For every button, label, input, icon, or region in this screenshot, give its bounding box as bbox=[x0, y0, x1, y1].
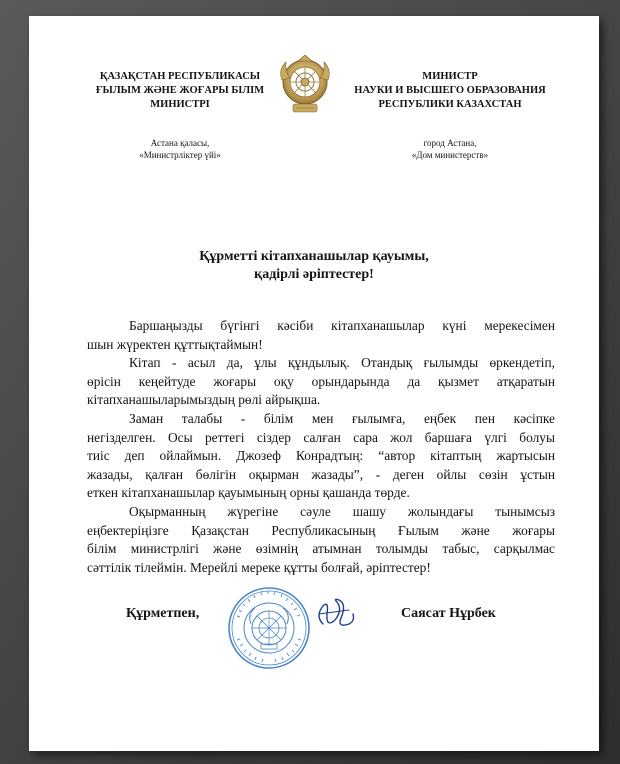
body-line: білім министрлігі және өзімнің атымнан толымды табыс, сарқылмас bbox=[87, 541, 555, 557]
letter-body bbox=[87, 317, 555, 577]
address-left-line: «Министрліктер үйі» bbox=[139, 150, 221, 160]
header-left-line: ҒЫЛЫМ ЖӘНЕ ЖОҒАРЫ БІЛІМ bbox=[95, 85, 265, 96]
letter-page bbox=[29, 16, 599, 751]
body-line: негізделген. Осы реттегі сіздер салған сара жол баршаға үлгі болуы bbox=[87, 429, 555, 445]
body-line: сәттілік тілеймін. Мерейлі мереке құтты болғай, әріптестер! bbox=[87, 559, 431, 575]
handwritten-signature bbox=[309, 594, 359, 634]
address-right-line: «Дом министерств» bbox=[411, 150, 489, 160]
body-line: Заман талабы - білім мен ғылымға, еңбек пен кәсіпке bbox=[129, 410, 555, 426]
header-left-kazakh bbox=[80, 70, 280, 112]
body-line: өрісін кеңейтуде жоғары оқу орындарында да қызмет атқаратын bbox=[87, 373, 555, 389]
closing-regards: Құрметпен, bbox=[126, 606, 200, 621]
body-line: тиіс деп ойлаймын. Джозеф Конрадтың: “автор кітаптың жартысын bbox=[87, 448, 555, 464]
body-line: еңбектеріңізге Қазақстан Республикасының Ғылым және жоғары bbox=[87, 522, 555, 538]
official-seal-icon bbox=[227, 586, 311, 670]
body-line: жазады, қалған бөлігін оқырман жазады”, - деген ойлы сөзін ұстын bbox=[87, 466, 555, 482]
address-left bbox=[80, 137, 280, 161]
state-emblem-icon bbox=[276, 52, 334, 118]
header-left-line: ҚАЗАҚСТАН РЕСПУБЛИКАСЫ bbox=[99, 71, 261, 82]
body-line: еткен кітапханашылар қауымының орны қашанда төрде. bbox=[87, 485, 410, 501]
signatory-name: Саясат Нұрбек bbox=[401, 606, 496, 621]
header-left-line: МИНИСТРІ bbox=[150, 99, 210, 110]
address-right-line: город Астана, bbox=[423, 138, 477, 148]
body-line: кітапханашыларымыздың рөлі айрықша. bbox=[87, 392, 321, 408]
greeting-line: Құрметті кітапханашылар қауымы, bbox=[199, 249, 429, 264]
header-right-line: НАУКИ И ВЫСШЕГО ОБРАЗОВАНИЯ bbox=[354, 85, 546, 96]
body-line: Кітап - асыл да, ұлы құндылық. Отандық ғылымды өркендетіп, bbox=[129, 355, 555, 371]
greeting-line: қадірлі әріптестер! bbox=[254, 267, 374, 282]
address-left-line: Астана қаласы, bbox=[150, 138, 210, 148]
header-right-line: РЕСПУБЛИКИ КАЗАХСТАН bbox=[378, 99, 522, 110]
header-right-line: МИНИСТР bbox=[422, 71, 478, 82]
body-line: Баршаңызды бүгінгі кәсіби кітапханашылар күні мерекесімен bbox=[129, 318, 555, 333]
greeting bbox=[29, 248, 599, 284]
header-right-russian bbox=[344, 70, 556, 112]
body-line: Оқырманның жүрегіне сәуле шашу жолындағы тынымсыз bbox=[129, 503, 555, 519]
body-line: шын жүректен құттықтаймын! bbox=[87, 336, 263, 352]
address-right bbox=[350, 137, 550, 161]
